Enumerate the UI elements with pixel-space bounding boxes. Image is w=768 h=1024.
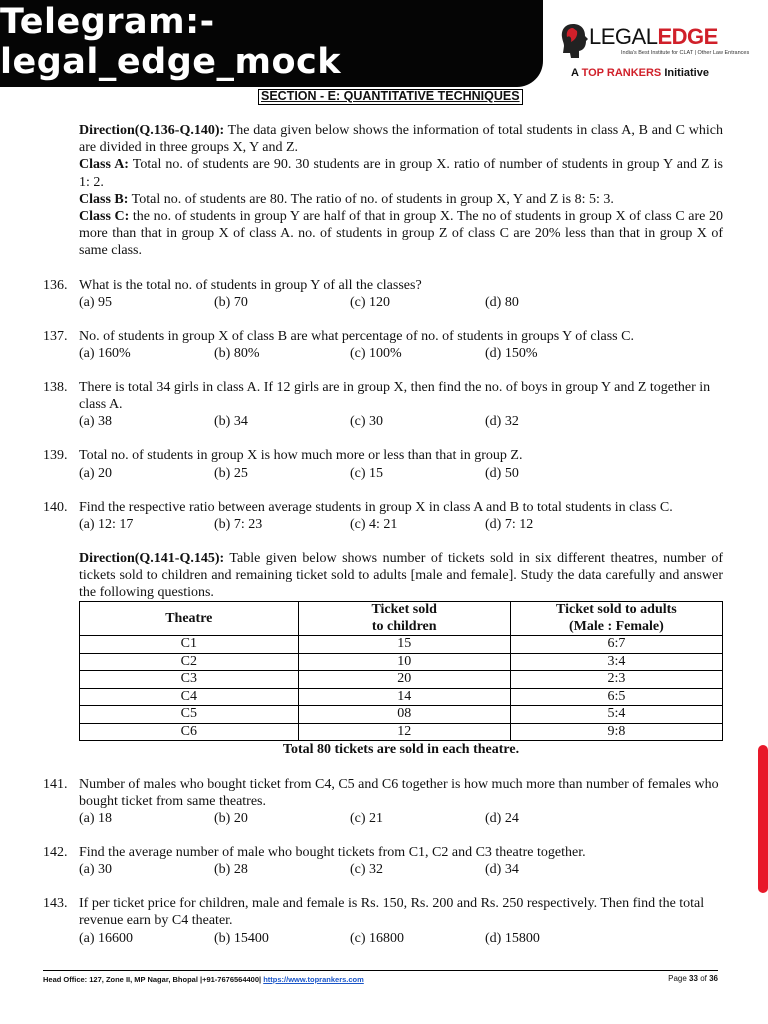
theatre-cell: C4 bbox=[80, 688, 299, 706]
option-b: (b) 7: 23 bbox=[214, 516, 263, 532]
footer-link[interactable]: https://www.toprankers.com bbox=[263, 975, 364, 984]
question-item bbox=[43, 895, 723, 946]
initiative-prefix: A bbox=[571, 67, 579, 79]
question-text: There is total 34 girls in class A. If 12 girls are in group X, then find the no. of boys in group Y and Z together in class A. bbox=[79, 380, 711, 413]
direction-136-140 bbox=[79, 122, 723, 260]
option-c: (c) 16800 bbox=[350, 930, 405, 946]
ticket-table bbox=[79, 601, 723, 741]
header-adults-line2: (Male : Female) bbox=[568, 618, 664, 634]
question-options bbox=[79, 930, 723, 947]
option-d: (d) 50 bbox=[485, 465, 519, 481]
adult-ratio-cell: 2:3 bbox=[510, 671, 722, 689]
children-cell: 20 bbox=[298, 671, 510, 689]
option-c: (c) 15 bbox=[350, 465, 384, 481]
theatre-cell: C3 bbox=[80, 671, 299, 689]
question-number: 139. bbox=[43, 448, 68, 464]
question-item bbox=[43, 328, 723, 362]
option-a: (a) 18 bbox=[79, 811, 113, 827]
question-text: What is the total no. of students in group Y of all the classes? bbox=[79, 277, 422, 293]
header-adults-line1: Ticket sold to adults bbox=[556, 602, 677, 618]
table-row bbox=[80, 671, 723, 689]
question-item bbox=[43, 447, 723, 481]
option-b: (b) 15400 bbox=[214, 930, 269, 946]
direction-label: Direction(Q.136-Q.140): bbox=[79, 123, 225, 138]
question-options bbox=[79, 465, 723, 482]
initiative-top-rankers: TOP RANKERS bbox=[581, 67, 662, 79]
adult-ratio-cell: 5:4 bbox=[510, 706, 722, 724]
table-row bbox=[80, 706, 723, 724]
option-b: (b) 34 bbox=[214, 414, 248, 430]
option-c: (c) 30 bbox=[350, 414, 384, 430]
table-total-note: Total 80 tickets are sold in each theatre. bbox=[282, 742, 520, 758]
footer-address bbox=[43, 975, 364, 984]
question-number: 137. bbox=[43, 328, 68, 344]
question-options bbox=[79, 345, 723, 362]
telegram-banner bbox=[0, 0, 543, 87]
option-b: (b) 80% bbox=[214, 346, 260, 362]
footer-address-text: Head Office: 127, Zone II, MP Nagar, Bhopal |+91-7676564400| bbox=[43, 975, 262, 984]
class-a-label: Class A: bbox=[79, 157, 129, 173]
head-silhouette-icon bbox=[559, 22, 589, 60]
logo-name-edge: EDGE bbox=[657, 24, 718, 49]
question-item bbox=[43, 776, 723, 827]
question-text: Find the average number of male who bought tickets from C1, C2 and C3 theatre together. bbox=[79, 845, 586, 861]
question-text: No. of students in group X of class B are what percentage of no. of students in groups Y of class C. bbox=[79, 328, 634, 344]
question-number: 138. bbox=[43, 380, 68, 396]
option-b: (b) 28 bbox=[214, 862, 248, 878]
table-header-row bbox=[80, 602, 723, 636]
adult-ratio-cell: 9:8 bbox=[510, 723, 722, 741]
option-c: (c) 120 bbox=[350, 294, 391, 310]
class-b-text: Total no. of students are 80. The ratio of no. of students in group X, Y and Z is 8: 5: 3. bbox=[131, 191, 614, 207]
question-options bbox=[79, 516, 723, 533]
adult-ratio-cell: 6:5 bbox=[510, 688, 722, 706]
header-children-line1: Ticket sold bbox=[371, 602, 437, 618]
option-a: (a) 30 bbox=[79, 862, 113, 878]
page-of: of bbox=[700, 974, 707, 983]
question-number: 141. bbox=[43, 776, 68, 792]
header-children-line2: to children bbox=[371, 618, 437, 634]
children-cell: 10 bbox=[298, 653, 510, 671]
question-options bbox=[79, 810, 723, 827]
class-b-label: Class B: bbox=[79, 191, 129, 207]
option-c: (c) 21 bbox=[350, 811, 384, 827]
logo-name-legal: LEGAL bbox=[589, 24, 658, 49]
option-a: (a) 16600 bbox=[79, 930, 134, 946]
option-a: (a) 95 bbox=[79, 294, 113, 310]
logo-tagline: India's Best Institute for CLAT | Other Law Entrances bbox=[621, 50, 750, 56]
initiative-suffix: Initiative bbox=[664, 67, 709, 79]
question-options bbox=[79, 294, 723, 311]
question-group-136-140 bbox=[43, 277, 723, 533]
question-text: Number of males who bought ticket from C4, C5 and C6 together is how much more than number of females who bought ticket from same theatres. bbox=[79, 776, 719, 809]
header-theatre: Theatre bbox=[80, 602, 299, 636]
question-group-141-143 bbox=[43, 776, 723, 947]
option-b: (b) 25 bbox=[214, 465, 248, 481]
direction2-text: Table given below shows number of tickets sold in six different theatres, number of tickets sold to children and remaining ticket sold to adults [male and female]. Study the data carefully and answer the following questions. bbox=[79, 550, 724, 601]
option-d: (d) 24 bbox=[485, 811, 519, 827]
page-number bbox=[668, 974, 718, 983]
legaledge-logo bbox=[559, 22, 759, 84]
theatre-cell: C2 bbox=[80, 653, 299, 671]
children-cell: 12 bbox=[298, 723, 510, 741]
direction-141-145 bbox=[79, 550, 723, 602]
option-d: (d) 80 bbox=[485, 294, 519, 310]
option-a: (a) 160% bbox=[79, 346, 131, 362]
theatre-cell: C6 bbox=[80, 723, 299, 741]
question-item bbox=[43, 277, 723, 311]
children-cell: 08 bbox=[298, 706, 510, 724]
question-item bbox=[43, 379, 723, 430]
direction2-label: Direction(Q.141-Q.145): bbox=[79, 550, 225, 566]
option-d: (d) 150% bbox=[485, 346, 538, 362]
option-c: (c) 32 bbox=[350, 862, 384, 878]
option-d: (d) 15800 bbox=[485, 930, 540, 946]
question-text: Total no. of students in group X is how much more or less than that in group Z. bbox=[79, 448, 523, 464]
option-d: (d) 32 bbox=[485, 414, 519, 430]
question-item bbox=[43, 499, 723, 533]
theatre-cell: C1 bbox=[80, 636, 299, 654]
class-a-text: Total no. of students are 90. 30 students are in group X. ratio of number of students in group Y and Z is 1: 2. bbox=[79, 157, 723, 190]
option-a: (a) 20 bbox=[79, 465, 113, 481]
question-text: If per ticket price for children, male and female is Rs. 150, Rs. 200 and Rs. 250 respectively. Then find the total revenue earn by C4 theater. bbox=[79, 896, 705, 929]
question-number: 140. bbox=[43, 499, 68, 515]
option-b: (b) 20 bbox=[214, 811, 248, 827]
page-footer bbox=[43, 970, 718, 984]
question-item bbox=[43, 844, 723, 878]
table-row bbox=[80, 723, 723, 741]
adult-ratio-cell: 3:4 bbox=[510, 653, 722, 671]
option-a: (a) 12: 17 bbox=[79, 516, 134, 532]
option-d: (d) 34 bbox=[485, 862, 519, 878]
header-children bbox=[298, 602, 510, 636]
table-row bbox=[80, 636, 723, 654]
page-total: 36 bbox=[709, 974, 718, 983]
table-row bbox=[80, 688, 723, 706]
class-c-label: Class C: bbox=[79, 209, 130, 225]
page-prefix: Page bbox=[668, 974, 687, 983]
option-c: (c) 100% bbox=[350, 346, 402, 362]
logo-name bbox=[589, 24, 718, 50]
class-c-text: the no. of students in group Y are half of that in group X. The no of students in group X of class C are 20 more than that in group X of class A. no. of students in group Z of class C are 20% less than that in group X of same class. bbox=[79, 209, 723, 259]
children-cell: 15 bbox=[298, 636, 510, 654]
option-a: (a) 38 bbox=[79, 414, 113, 430]
option-c: (c) 4: 21 bbox=[350, 516, 398, 532]
direction-text: The data given below shows the information of total students in class A, B and C which are divided in three groups X, Y and Z. bbox=[79, 123, 723, 156]
question-text: Find the respective ratio between average students in group X in class A and B to total students in class C. bbox=[79, 499, 673, 515]
table-row bbox=[80, 653, 723, 671]
option-b: (b) 70 bbox=[214, 294, 248, 310]
question-options bbox=[79, 413, 723, 430]
page-current: 33 bbox=[689, 974, 698, 983]
option-d: (d) 7: 12 bbox=[485, 516, 534, 532]
header-adults bbox=[510, 602, 722, 636]
question-number: 142. bbox=[43, 845, 68, 861]
banner-text: Telegram:- legal_edge_mock bbox=[0, 1, 342, 82]
question-number: 143. bbox=[43, 896, 68, 912]
question-number: 136. bbox=[43, 277, 68, 293]
red-highlight-mark bbox=[758, 745, 768, 893]
children-cell: 14 bbox=[298, 688, 510, 706]
question-options bbox=[79, 861, 723, 878]
section-title: SECTION - E: QUANTITATIVE TECHNIQUES bbox=[258, 89, 523, 105]
theatre-cell: C5 bbox=[80, 706, 299, 724]
page-content bbox=[43, 122, 723, 947]
adult-ratio-cell: 6:7 bbox=[510, 636, 722, 654]
logo-initiative bbox=[571, 67, 709, 79]
